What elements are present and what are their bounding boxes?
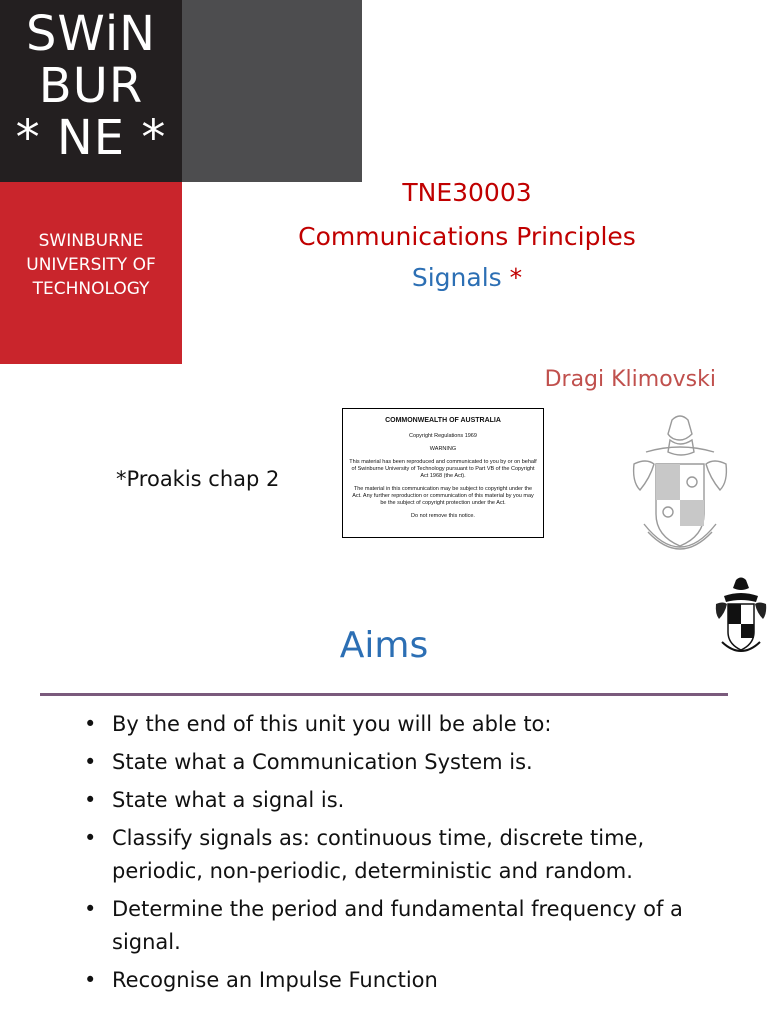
list-item: • Classify signals as: continuous time, discrete time, periodic, non-periodic, deterministic and random.: [80, 822, 700, 888]
heading-divider: [40, 693, 728, 696]
list-item: • State what a Communication System is.: [80, 746, 700, 779]
logo-red-panel: [0, 182, 182, 364]
aims-slide: [0, 576, 768, 1024]
list-item: • By the end of this unit you will be able to:: [80, 708, 700, 741]
course-name: Communications Principles: [298, 222, 636, 251]
notice-heading: COMMONWEALTH OF AUSTRALIA: [385, 417, 501, 424]
logo-black-panel: [0, 0, 182, 182]
copyright-notice: [342, 408, 544, 538]
logo-sub-line3: TECHNOLOGY: [32, 279, 150, 299]
list-item: • State what a signal is.: [80, 784, 700, 817]
logo-word-line3: * NE *: [15, 110, 167, 166]
logo-word-line2: BUR: [38, 58, 144, 114]
notice-para3: Do not remove this notice.: [411, 513, 475, 519]
topic-title: [182, 261, 752, 295]
course-code: TNE30003: [402, 178, 532, 207]
notice-warning: WARNING: [429, 446, 457, 452]
topic-text: Signals: [411, 263, 502, 292]
slide-heading: Aims: [339, 625, 429, 666]
logo-gray-panel: [182, 0, 362, 182]
aims-list: [80, 708, 700, 1002]
reference-text: *Proakis chap 2: [116, 467, 280, 491]
topic-star: *: [509, 263, 523, 292]
university-crest-large: [626, 412, 734, 568]
notice-para2: The material in this communication may be subject to copyright under the Act. Any further reproduction or communication of this material by you may be the subject of copyright protection under the Act.: [352, 486, 534, 506]
notice-regulations: Copyright Regulations 1969: [409, 433, 477, 439]
list-item: • Determine the period and fundamental frequency of a signal.: [80, 893, 700, 959]
logo-sub-line2: UNIVERSITY OF: [26, 255, 156, 275]
author-name: Dragi Klimovski: [544, 367, 716, 392]
logo-sub-line1: SWINBURNE: [38, 231, 144, 251]
notice-para1: This material has been reproduced and communicated to you by or on behalf of Swinburne University of Technology pursuant to Part VB of the Copyright Act 1968 (the Act).: [349, 459, 537, 479]
logo-word-line1: SWiN: [25, 6, 157, 62]
list-item: • Recognise an Impulse Function: [80, 964, 700, 997]
